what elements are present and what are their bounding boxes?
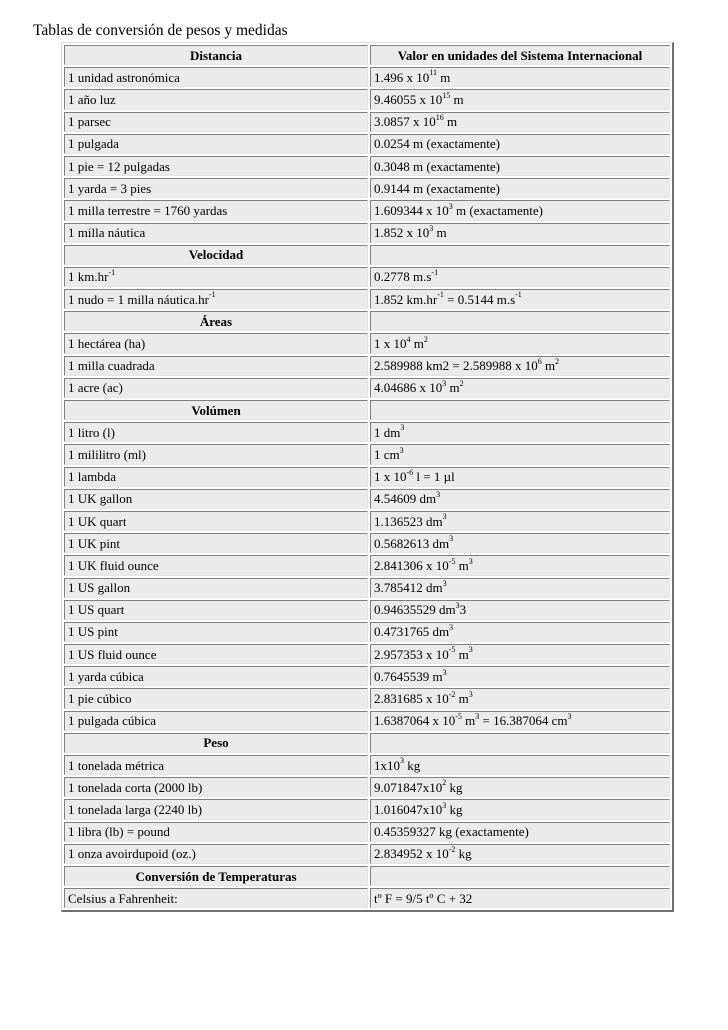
section-row: [64, 400, 670, 420]
superscript: -1: [431, 268, 439, 278]
unit-cell: 1 yarda = 3 pies: [64, 178, 368, 198]
superscript: -5: [448, 556, 456, 566]
unit-cell: 1 acre (ac): [64, 378, 368, 398]
unit-cell: 1 US quart: [64, 600, 368, 620]
table-row: [64, 688, 670, 708]
superscript: 3: [468, 689, 473, 699]
table-row: [64, 600, 670, 620]
value-cell: $1x10^3$ kg: [370, 755, 670, 775]
superscript: 15: [442, 90, 451, 100]
value-cell: 4.54609 $dm^3$: [370, 489, 670, 509]
superscript: 3: [429, 223, 434, 233]
value-cell: 3.0857 x $10^{16}$ m: [370, 112, 670, 132]
value-cell: 2.841306 x $10^{-5}$ $m^3$: [370, 555, 670, 575]
table-row: [64, 422, 670, 442]
superscript: 4: [406, 334, 411, 344]
superscript: 3: [442, 667, 447, 677]
section-title: Volúmen: [64, 400, 368, 420]
value-cell: $9.071847x10^2$ kg: [370, 777, 670, 797]
superscript: 3: [475, 711, 480, 721]
unit-cell: 1 UK pint: [64, 533, 368, 553]
value-cell: 1.496 x $10^{11}$ m: [370, 67, 670, 87]
value-cell: 1 x $10^4$ $m^2$: [370, 333, 670, 353]
value-cell: $1.016047x10^3$ kg: [370, 799, 670, 819]
superscript: 2: [555, 356, 560, 366]
superscript: -1: [108, 268, 116, 278]
unit-cell: 1 UK gallon: [64, 489, 368, 509]
header-si-value: Valor en unidades del Sistema Internacional: [370, 45, 670, 65]
table-row: [64, 533, 670, 553]
section-title: Velocidad: [64, 245, 368, 265]
unit-cell: 1 US gallon: [64, 578, 368, 598]
superscript: 3: [448, 201, 453, 211]
table-row: [64, 378, 670, 398]
superscript: -5: [448, 645, 456, 655]
table-row: [64, 223, 670, 243]
value-cell: 9.46055 x $10^{15}$ m: [370, 89, 670, 109]
table-row: [64, 555, 670, 575]
table-row: [64, 467, 670, 487]
table-row: [64, 888, 670, 908]
unit-cell: 1 unidad astronómica: [64, 67, 368, 87]
unit-cell: 1 pulgada: [64, 134, 368, 154]
value-cell: 2.589988 km2 = 2.589988 x $10^6$ $m^2$: [370, 356, 670, 376]
table-row: [64, 444, 670, 464]
table-row: [64, 200, 670, 220]
superscript: 3: [455, 600, 460, 610]
unit-cell: 1 tonelada métrica: [64, 755, 368, 775]
value-cell: 0.94635529 $dm^33$: [370, 600, 670, 620]
empty-cell: [370, 400, 670, 420]
superscript: 3: [442, 379, 447, 389]
unit-cell: 1 US pint: [64, 622, 368, 642]
value-cell: 2.831685 x $10^{-2}$ $m^3$: [370, 688, 670, 708]
superscript: -1: [515, 290, 522, 300]
superscript: 3: [442, 512, 447, 522]
value-cell: 1 $cm^3$: [370, 444, 670, 464]
superscript: 2: [459, 379, 464, 389]
table-row: [64, 666, 670, 686]
superscript: 2: [423, 334, 428, 344]
section-title: Conversión de Temperaturas: [64, 866, 368, 886]
value-cell: 2.834952 x $10^{-2}$ kg: [370, 844, 670, 864]
value-cell: 1.6387064 x $10^{-5}$ $m^3 = 16.387064$ $cm^3$: [370, 711, 670, 731]
value-cell: 1 x $10^{-6}$ l = 1 µl: [370, 467, 670, 487]
unit-cell: 1 yarda cúbica: [64, 666, 368, 686]
table-row: [64, 267, 670, 287]
conversion-table-frame: [61, 42, 674, 912]
superscript: -6: [406, 467, 414, 477]
table-row: [64, 489, 670, 509]
superscript: 16: [435, 112, 444, 122]
unit-cell: 1 litro (l): [64, 422, 368, 442]
unit-cell: 1 hectárea (ha): [64, 333, 368, 353]
unit-cell: 1 año luz: [64, 89, 368, 109]
table-row: [64, 755, 670, 775]
table-row: [64, 178, 670, 198]
unit-cell: 1 pie = 12 pulgadas: [64, 156, 368, 176]
superscript: -2: [448, 689, 456, 699]
value-cell: 4.04686 x $10^3$ $m^2$: [370, 378, 670, 398]
value-cell: 0.0254 m (exactamente): [370, 134, 670, 154]
header-distancia: Distancia: [64, 45, 368, 65]
table-body: [64, 67, 670, 908]
value-cell: 1.852 $km.hr^{-1} = 0.5144$ $m.s^{-1}$: [370, 289, 670, 309]
table-row: [64, 134, 670, 154]
unit-cell: 1 nudo = 1 milla $náutica.hr^{-1}$: [64, 289, 368, 309]
superscript: -1: [208, 290, 216, 300]
section-row: [64, 245, 670, 265]
value-cell: 1.136523 $dm^3$: [370, 511, 670, 531]
table-row: [64, 156, 670, 176]
superscript: 3: [399, 445, 404, 455]
value-cell: 3.785412 $dm^3$: [370, 578, 670, 598]
empty-cell: [370, 733, 670, 753]
empty-cell: [370, 245, 670, 265]
value-cell: 0.5682613 $dm^3$: [370, 533, 670, 553]
conversion-table: [62, 43, 672, 910]
unit-cell: 1 tonelada larga (2240 lb): [64, 799, 368, 819]
superscript: -1: [437, 290, 444, 300]
table-row: [64, 89, 670, 109]
unit-cell: 1 mililitro (ml): [64, 444, 368, 464]
table-row: [64, 844, 670, 864]
superscript: 3: [449, 623, 454, 633]
table-row: [64, 356, 670, 376]
unit-cell: 1 UK quart: [64, 511, 368, 531]
table-row: [64, 333, 670, 353]
table-row: [64, 822, 670, 842]
value-cell: 0.9144 m (exactamente): [370, 178, 670, 198]
unit-cell: 1 US fluid ounce: [64, 644, 368, 664]
superscript: 3: [567, 711, 572, 721]
value-cell: 1 $dm^3$: [370, 422, 670, 442]
section-row: [64, 311, 670, 331]
unit-cell: 1 $km.hr^{-1}$: [64, 267, 368, 287]
table-row: [64, 622, 670, 642]
unit-cell: 1 lambda: [64, 467, 368, 487]
value-cell: 0.2778 $m.s^{-1}$: [370, 267, 670, 287]
unit-cell: 1 pie cúbico: [64, 688, 368, 708]
unit-cell: Celsius a Fahrenheit:: [64, 888, 368, 908]
table-row: [64, 67, 670, 87]
table-row: [64, 289, 670, 309]
value-cell: 0.45359327 kg (exactamente): [370, 822, 670, 842]
superscript: 3: [436, 490, 441, 500]
superscript: 3: [400, 423, 405, 433]
empty-cell: [370, 866, 670, 886]
superscript: 2: [442, 778, 447, 788]
table-row: [64, 578, 670, 598]
value-cell: 0.3048 m (exactamente): [370, 156, 670, 176]
superscript: 3: [468, 645, 473, 655]
table-row: [64, 112, 670, 132]
table-row: [64, 711, 670, 731]
value-cell: 1.852 x $10^3$ m: [370, 223, 670, 243]
superscript: 3: [468, 556, 473, 566]
table-row: [64, 777, 670, 797]
superscript: -2: [448, 845, 456, 855]
value-cell: 0.7645539 $m^3$: [370, 666, 670, 686]
superscript: -5: [455, 711, 462, 721]
section-title: Peso: [64, 733, 368, 753]
superscript: 3: [449, 534, 454, 544]
value-cell: 1.609344 x $10^3$ m (exactamente): [370, 200, 670, 220]
value-cell: tº F = 9/5 tº C + 32: [370, 888, 670, 908]
section-row: [64, 733, 670, 753]
section-row: [64, 866, 670, 886]
unit-cell: 1 UK fluid ounce: [64, 555, 368, 575]
superscript: 3: [400, 756, 404, 766]
unit-cell: 1 pulgada cúbica: [64, 711, 368, 731]
section-title: Áreas: [64, 311, 368, 331]
unit-cell: 1 tonelada corta (2000 lb): [64, 777, 368, 797]
unit-cell: 1 parsec: [64, 112, 368, 132]
value-cell: 0.4731765 $dm^3$: [370, 622, 670, 642]
unit-cell: 1 onza avoirdupoid (oz.): [64, 844, 368, 864]
superscript: 3: [442, 578, 447, 588]
value-cell: 2.957353 x $10^{-5}$ $m^3$: [370, 644, 670, 664]
superscript: 3: [442, 800, 447, 810]
superscript: 11: [429, 68, 437, 78]
table-row: [64, 511, 670, 531]
unit-cell: 1 milla náutica: [64, 223, 368, 243]
empty-cell: [370, 311, 670, 331]
superscript: 6: [537, 356, 542, 366]
document-title: Tablas de conversión de pesos y medidas: [33, 22, 288, 39]
unit-cell: 1 milla terrestre = 1760 yardas: [64, 200, 368, 220]
unit-cell: 1 milla cuadrada: [64, 356, 368, 376]
unit-cell: 1 libra (lb) = pound: [64, 822, 368, 842]
table-row: [64, 799, 670, 819]
table-row: [64, 644, 670, 664]
table-header-row: [64, 45, 670, 65]
